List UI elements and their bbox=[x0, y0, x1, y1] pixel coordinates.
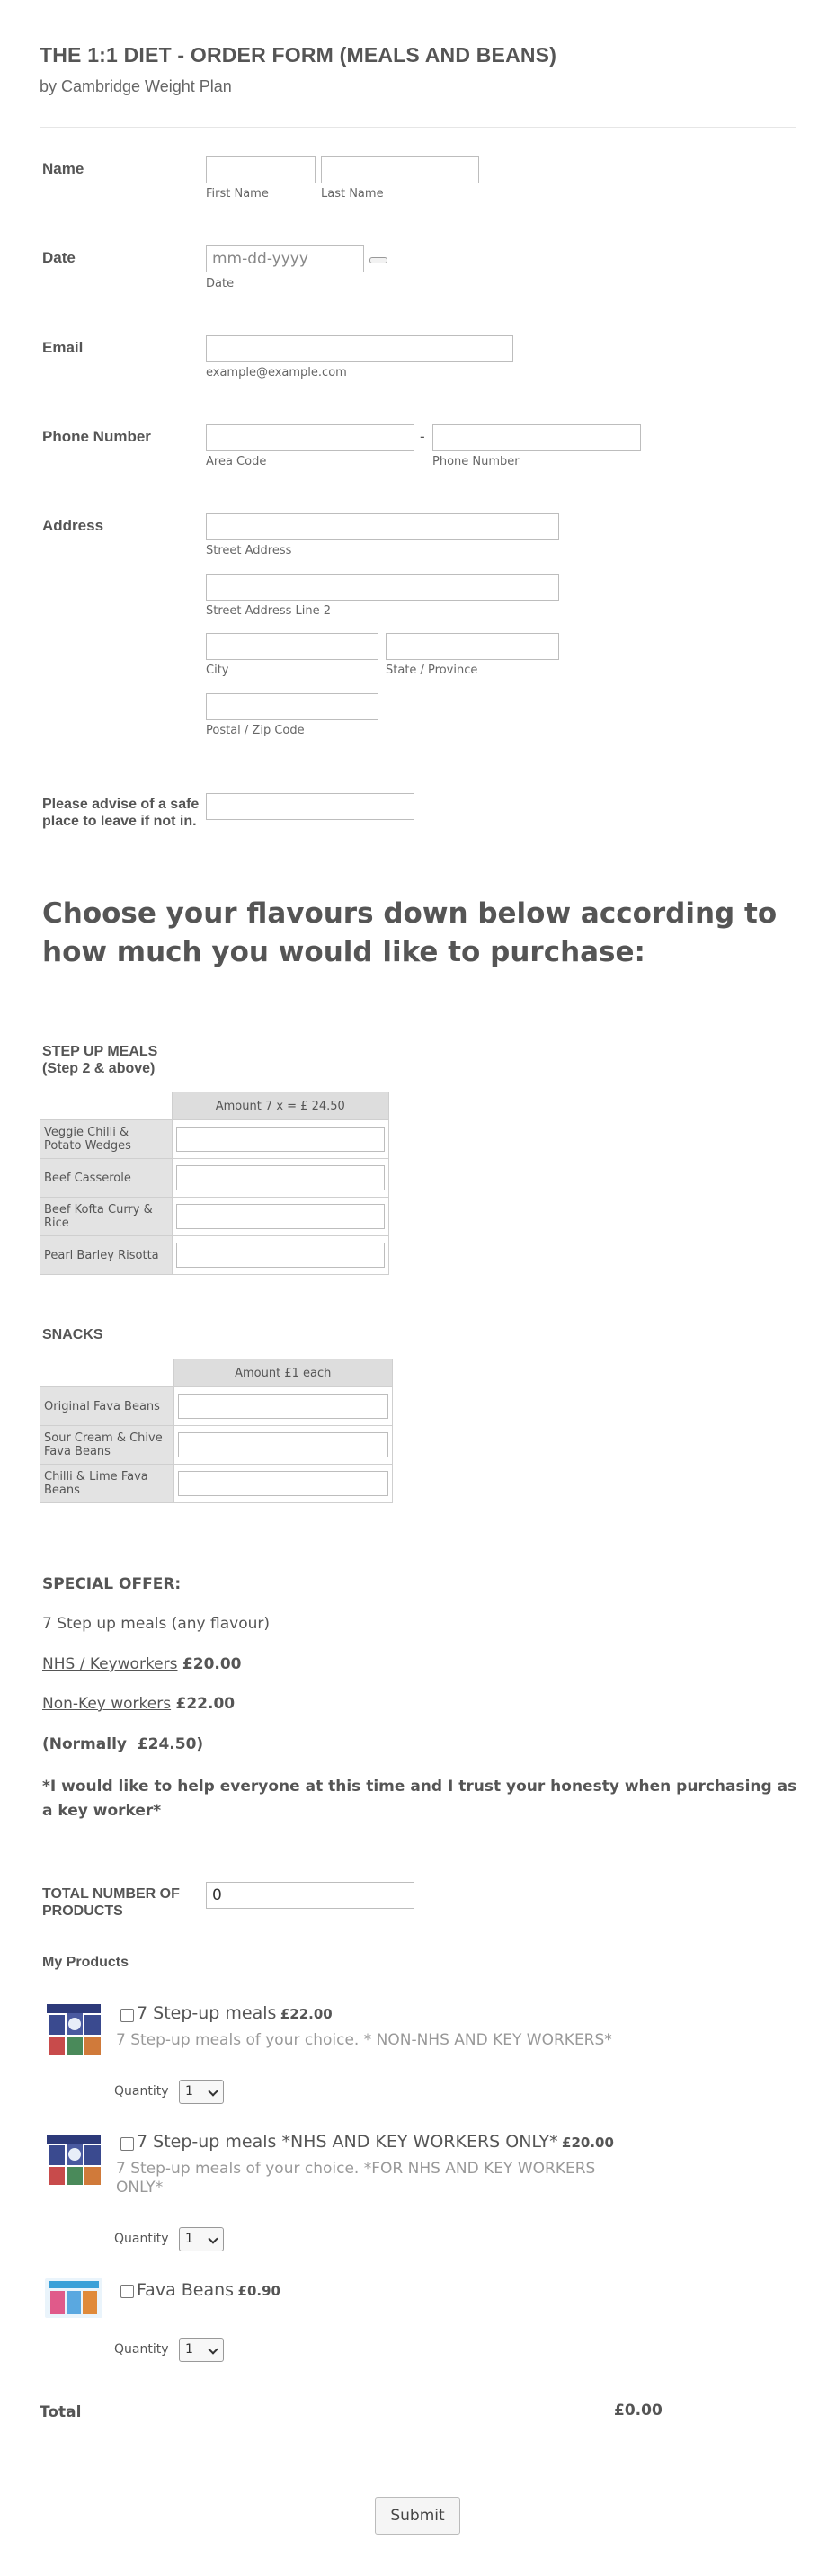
form-title: THE 1:1 DIET - ORDER FORM (MEALS AND BEANS) bbox=[40, 43, 557, 67]
product-description: 7 Step-up meals of your choice. *FOR NHS AND KEY WORKERS ONLY* bbox=[116, 2160, 596, 2197]
product-price: £22.00 bbox=[280, 2006, 333, 2022]
postal-code-sublabel: Postal / Zip Code bbox=[206, 724, 305, 737]
non-key-price: £22.00 bbox=[175, 1695, 236, 1713]
safe-place-input[interactable] bbox=[206, 793, 414, 820]
nhs-price: £20.00 bbox=[182, 1655, 242, 1673]
last-name-sublabel: Last Name bbox=[321, 187, 384, 201]
total-label: Total bbox=[40, 2403, 82, 2421]
total-products-input[interactable]: 0 bbox=[206, 1882, 414, 1909]
first-name-sublabel: First Name bbox=[206, 187, 269, 201]
product-checkbox[interactable] bbox=[120, 2285, 134, 2298]
area-code-sublabel: Area Code bbox=[206, 455, 267, 468]
chevron-down-icon bbox=[208, 2233, 218, 2243]
fava-beans-thumbnail bbox=[45, 2278, 102, 2318]
address-label: Address bbox=[42, 517, 104, 534]
calendar-icon[interactable] bbox=[369, 257, 387, 263]
snacks-row-label: Chilli & Lime Fava Beans bbox=[40, 1465, 174, 1503]
product-price: £0.90 bbox=[237, 2283, 280, 2299]
step-up-amount-input[interactable] bbox=[176, 1165, 386, 1190]
product-title bbox=[137, 2280, 280, 2300]
street-address-input[interactable] bbox=[206, 513, 559, 540]
product-price: £20.00 bbox=[562, 2135, 614, 2151]
step-up-meals-table bbox=[40, 1092, 389, 1275]
city-sublabel: City bbox=[206, 664, 229, 677]
special-offer-nonkey bbox=[42, 1695, 235, 1713]
step-up-meals-label bbox=[42, 1043, 157, 1077]
email-input[interactable] bbox=[206, 335, 513, 362]
chevron-down-icon bbox=[208, 2344, 218, 2354]
step-up-row-label: Beef Casserole bbox=[40, 1159, 173, 1198]
product-name: 7 Step-up meals bbox=[137, 2003, 277, 2023]
step-up-amount-input[interactable] bbox=[176, 1127, 386, 1152]
last-name-input[interactable] bbox=[321, 156, 479, 183]
nhs-keyworkers-link[interactable]: NHS / Keyworkers bbox=[42, 1655, 178, 1673]
step-up-meals-label-line2: (Step 2 & above) bbox=[42, 1061, 156, 1076]
snacks-row-label: Original Fava Beans bbox=[40, 1387, 174, 1426]
step-up-row-label: Pearl Barley Risotta bbox=[40, 1236, 173, 1275]
chevron-down-icon bbox=[208, 2086, 218, 2096]
quantity-label: Quantity bbox=[114, 2084, 169, 2099]
first-name-input[interactable] bbox=[206, 156, 316, 183]
snacks-column-header: Amount £1 each bbox=[173, 1359, 393, 1387]
normally-price: (Normally £24.50) bbox=[42, 1735, 204, 1753]
step-up-meals-nhs-thumbnail bbox=[45, 2131, 102, 2188]
quantity-select[interactable] bbox=[179, 2227, 224, 2251]
city-input[interactable] bbox=[206, 633, 378, 660]
product-name: Fava Beans bbox=[137, 2280, 235, 2300]
phone-number-input[interactable] bbox=[432, 424, 641, 451]
snacks-label: SNACKS bbox=[42, 1327, 103, 1342]
product-checkbox[interactable] bbox=[120, 2009, 134, 2022]
street-address-2-input[interactable] bbox=[206, 574, 559, 601]
form-subtitle: by Cambridge Weight Plan bbox=[40, 77, 232, 95]
non-key-workers-link[interactable]: Non-Key workers bbox=[42, 1695, 172, 1713]
step-up-meals-thumbnail bbox=[45, 2001, 102, 2058]
step-up-meals-label-line1: STEP UP MEALS bbox=[42, 1044, 158, 1059]
quantity-select[interactable] bbox=[179, 2080, 224, 2104]
snacks-amount-input[interactable] bbox=[178, 1394, 389, 1419]
submit-button[interactable]: Submit bbox=[375, 2497, 460, 2535]
step-up-amount-input[interactable] bbox=[176, 1243, 386, 1268]
my-products-label: My Products bbox=[42, 1955, 129, 1970]
product-title bbox=[137, 2003, 333, 2023]
snacks-amount-input[interactable] bbox=[178, 1471, 389, 1496]
date-sublabel: Date bbox=[206, 277, 235, 290]
header-divider bbox=[40, 127, 796, 128]
area-code-input[interactable] bbox=[206, 424, 414, 451]
snacks-amount-input[interactable] bbox=[178, 1432, 389, 1457]
state-input[interactable] bbox=[386, 633, 559, 660]
special-offer-nhs bbox=[42, 1655, 242, 1673]
state-sublabel: State / Province bbox=[386, 664, 478, 677]
date-label: Date bbox=[42, 249, 76, 266]
quantity-value: 1 bbox=[185, 2232, 193, 2246]
flavours-heading: Choose your flavours down below according to how much you would like to purchase: bbox=[42, 897, 778, 968]
total-value: £0.00 bbox=[614, 2402, 663, 2420]
name-label: Name bbox=[42, 160, 84, 177]
date-input[interactable]: mm-dd-yyyy bbox=[206, 245, 364, 272]
step-up-row-label: Veggie Chilli & Potato Wedges bbox=[40, 1120, 173, 1159]
snacks-row-label: Sour Cream & Chive Fava Beans bbox=[40, 1426, 174, 1465]
product-title bbox=[137, 2132, 614, 2152]
quantity-label: Quantity bbox=[114, 2232, 169, 2246]
quantity-select[interactable] bbox=[179, 2338, 224, 2362]
street-address-sublabel: Street Address bbox=[206, 544, 292, 557]
safe-place-label: Please advise of a safe place to leave if not in. bbox=[42, 797, 200, 829]
phone-label: Phone Number bbox=[42, 428, 151, 445]
product-checkbox[interactable] bbox=[120, 2137, 134, 2151]
email-sublabel: example@example.com bbox=[206, 366, 347, 379]
phone-number-sublabel: Phone Number bbox=[432, 455, 520, 468]
snacks-table bbox=[40, 1359, 393, 1503]
quantity-value: 1 bbox=[185, 2342, 193, 2357]
product-name: 7 Step-up meals *NHS AND KEY WORKERS ONLY* bbox=[137, 2132, 558, 2152]
street-address-2-sublabel: Street Address Line 2 bbox=[206, 604, 332, 618]
special-offer-note: *I would like to help everyone at this time and I trust your honesty when purchasing as a key worker* bbox=[42, 1778, 797, 1820]
special-offer-title: SPECIAL OFFER: bbox=[42, 1575, 182, 1593]
phone-separator: - bbox=[420, 428, 425, 445]
postal-code-input[interactable] bbox=[206, 693, 378, 720]
total-products-label: TOTAL NUMBER OF PRODUCTS bbox=[42, 1886, 180, 1919]
step-up-column-header: Amount 7 x = £ 24.50 bbox=[172, 1092, 389, 1120]
step-up-row-label: Beef Kofta Curry & Rice bbox=[40, 1198, 173, 1236]
product-description: 7 Step-up meals of your choice. * NON-NHS AND KEY WORKERS* bbox=[116, 2031, 612, 2049]
email-label: Email bbox=[42, 339, 84, 356]
special-offer-line1: 7 Step up meals (any flavour) bbox=[42, 1615, 270, 1633]
quantity-value: 1 bbox=[185, 2084, 193, 2099]
quantity-label: Quantity bbox=[114, 2342, 169, 2357]
step-up-amount-input[interactable] bbox=[176, 1204, 386, 1229]
